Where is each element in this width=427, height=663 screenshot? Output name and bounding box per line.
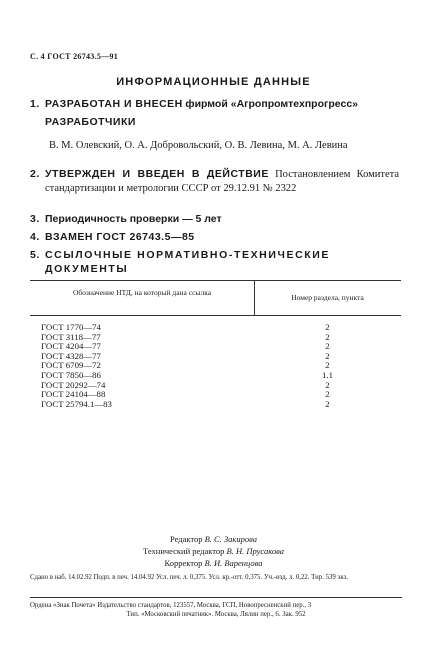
row-section: 2 xyxy=(325,398,330,409)
section-4 xyxy=(30,230,399,244)
document-title: ИНФОРМАЦИОННЫЕ ДАННЫЕ xyxy=(116,76,311,88)
tech-editor-label: Технический редактор xyxy=(143,546,225,556)
column-header-section: Номер раздела, пункта xyxy=(291,293,364,302)
corrector-line xyxy=(0,557,427,569)
row-document: ГОСТ 3118—77 xyxy=(41,331,101,342)
section-1-org: фирмой «Агропромтехпрогресс» xyxy=(185,98,359,110)
editor-label: Редактор xyxy=(169,534,203,544)
row-document: ГОСТ 4204—77 xyxy=(41,341,101,352)
section-3-number: 3. xyxy=(30,213,40,225)
row-document: ГОСТ 6709—72 xyxy=(41,360,101,371)
page-header: С. 4 ГОСТ 26743.5—91 xyxy=(30,52,119,61)
row-section: 2 xyxy=(325,379,330,390)
row-document: ГОСТ 24104—88 xyxy=(41,389,106,400)
section-1 xyxy=(30,97,399,112)
column-header-document: Обозначение НТД, на который дана ссылка xyxy=(72,288,212,297)
row-section: 2 xyxy=(325,350,330,361)
editor-line xyxy=(0,533,427,545)
table-body xyxy=(30,323,401,409)
section-3-text: Периодичность проверки — 5 лет xyxy=(45,213,222,225)
section-1-number: 1. xyxy=(30,98,40,110)
imprint-text: Сдано в наб. 14.02.92 Подп. в печ. 14.04.92 Усл. печ. л. 0,375. Усл. кр.-отт. 0,375. Уч.-изд. л. 0,22. Тир. 539 экз. xyxy=(30,574,348,581)
corrector-name: В. И. Варенцова xyxy=(204,558,263,568)
section-1-developers xyxy=(30,115,399,153)
editors-block xyxy=(0,533,427,569)
row-section: 2 xyxy=(325,331,330,342)
row-document: ГОСТ 25794.1—83 xyxy=(41,398,112,409)
section-4-number: 4. xyxy=(30,231,40,243)
row-document: ГОСТ 4328—77 xyxy=(41,350,101,361)
publisher-line-1: Ордена «Знак Почета» Издательство стандартов, 123557, Москва, ГСП, Новопресненский пер., 3 xyxy=(30,602,312,609)
publisher-block xyxy=(30,601,402,619)
section-2-decree: Постановлением Комитета стандартизации и метрологии СССР от 29.12.91 № 2322 xyxy=(45,169,400,194)
developers-names: В. М. Олевский, О. А. Добровольский, О. В. Левина, М. А. Левина xyxy=(49,140,348,151)
editor-name: В. С. Закирова xyxy=(204,534,258,544)
row-document: ГОСТ 20292—74 xyxy=(41,379,106,390)
publisher-line-2: Тип. «Московский печатник». Москва, Лялин пер., 6. Зак. 952 xyxy=(126,611,306,618)
section-5-number: 5. xyxy=(30,249,40,261)
section-2-title: УТВЕРЖДЕН И ВВЕДЕН В ДЕЙСТВИЕ xyxy=(45,168,269,180)
section-2-number: 2. xyxy=(30,168,40,180)
section-5 xyxy=(30,248,399,276)
footer-divider xyxy=(30,597,402,598)
row-section: 2 xyxy=(325,341,330,352)
row-document: ГОСТ 1770—74 xyxy=(41,322,101,332)
row-section: 2 xyxy=(325,360,330,371)
corrector-label: Корректор xyxy=(164,558,203,568)
section-2 xyxy=(30,167,399,196)
tech-editor-name: В. Н. Прусакова xyxy=(226,546,284,556)
row-document: ГОСТ 7850—86 xyxy=(41,369,101,380)
row-section: 1.1 xyxy=(322,369,333,380)
section-4-text: ВЗАМЕН ГОСТ 26743.5—85 xyxy=(45,231,195,243)
section-3 xyxy=(30,212,399,226)
references-table xyxy=(30,280,401,409)
row-section: 2 xyxy=(325,389,330,400)
section-1-title: РАЗРАБОТАН И ВНЕСЕН xyxy=(45,98,183,110)
table-header xyxy=(30,280,401,316)
tech-editor-line xyxy=(0,545,427,557)
section-5-text: ССЫЛОЧНЫЕ НОРМАТИВНО-ТЕХНИЧЕСКИЕ ДОКУМЕНТЫ xyxy=(45,249,331,275)
table-row xyxy=(30,400,401,410)
developers-label: РАЗРАБОТЧИКИ xyxy=(45,116,136,128)
row-section: 2 xyxy=(325,322,330,332)
